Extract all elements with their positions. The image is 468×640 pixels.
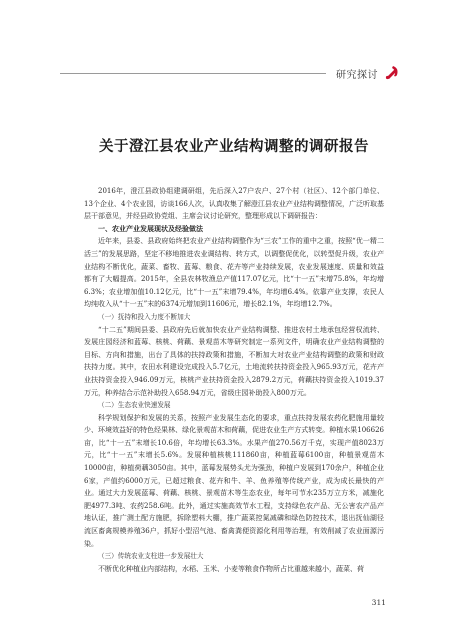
article-body <box>84 185 384 575</box>
party-emblem-icon <box>384 64 400 80</box>
page-number: 311 <box>371 598 386 607</box>
body-paragraph: 近年来，县委、县政府始终把农业产业结构调整作为“三农”工作的重中之重，按照“优一精二活三”的发展思路，坚定不移地推进农业调结构、转方式，以调整促优化，以转型促升级，农业产业结构不断优化，蔬菜、畜牧、蓝莓、粮食、花卉等产业持续发展，农业发展速度、质量和效益都有了大幅提高。2015年，全县农林牧渔总产值117.07亿元，比“十一五”末增75.8%，年均增6.3%；农业增加值10.12亿元，比“十一五”末增79.4%，年均增6.4%。依靠产业支撑，农民人均纯收入从“十一五”末的6374元增加到11606元，增长82.1%，年均增12.7%。 <box>84 237 384 309</box>
body-paragraph: 2016年，澄江县政协组建调研组，先后深入27户农户、27个村（社区）、12个部门单位、13个企业、4个农业园，访谈166人次，认真收集了解澄江县农业产业结构调整情况，广泛听取基层干部意见，并经县政协党组、主席会议讨论研究，整理形成以下调研报告： <box>84 187 384 221</box>
subsection-heading: （二）生态农业快速发展 <box>98 401 171 410</box>
subsection-heading: （三）传统农业支柱进一步发展壮大 <box>98 552 204 561</box>
body-paragraph: 不断优化种植业内部结构，水稻、玉米、小麦等粮食作物所占比重越来越小，蔬菜、荷 <box>98 564 364 573</box>
body-paragraph: “十二五”期间县委、县政府先后就加快农业产业结构调整、推进农村土地承包经营权流转、发展庄园经济和蓝莓、核桃、荷藕、景观苗木等研究制定一系列文件，明确农业产业结构调整的目标、方向和措施，出台了具体的扶持政策和措施，不断加大对农业产业结构调整的政策和财政扶持力度。其中，农田水利建设完成投入5.7亿元，土地流转扶持资金投入965.93万元，花卉产业扶持资金投入946.09万元，核桃产业扶持资金投入2879.2万元，荷藕扶持资金投入1019.37万元，种养结合示范补助投入658.94万元，省级庄园补助投入800万元。 <box>84 325 384 397</box>
header-rule <box>60 73 326 74</box>
subsection-heading: （一）抚持和投入力度不断加大 <box>98 312 191 321</box>
page-header <box>60 64 408 84</box>
body-paragraph: 科学规划保护和发展的关系，按照产业发展生态化的要求，重点扶持发展农药化肥施用量较少、环境效益好的特色经果林、绿化景观苗木和荷藕，促进农业生产方式转变。种植水果106626亩，比“十一五”末增长10.6倍，年均增长63.3%。水果产值270.56万千克，实现产值8023万元，比“十一五”末增长5.6%。发展种植核桃111860亩，种植蓝莓6100亩，种植景观苗木10000亩，种植荷藕3050亩。其中，蓝莓发展势头尤为强劲，种植户发展到170余户，种植企业6家，产值约6000万元，已超过粮食、花卉和牛、羊、鱼养殖等传统产业，成为成长最快的产业。通过大力发展蓝莓、荷藕、核桃、景观苗木等生态农业，每年可节水235万立方米，减施化肥4977.3吨、农药258.6吨。此外，通过实施高效节水工程，支持绿色农产品、无公害农产品产地认证，推广测土配方施肥，拆除塑料大棚，推广蔬菜控氮减磷和绿色防控技术，退出抚仙湖径流区畜禽规模养殖36户，抓好小型沼气池、畜禽粪便资源化利用等治理，有效削减了农业面源污染。 <box>84 413 384 548</box>
article-title: 关于澄江县农业产业结构调整的调研报告 <box>99 138 369 155</box>
section-label: 研究探讨 <box>336 70 378 81</box>
section-heading: 一、农业产业发展现状及经验做法 <box>98 223 203 233</box>
